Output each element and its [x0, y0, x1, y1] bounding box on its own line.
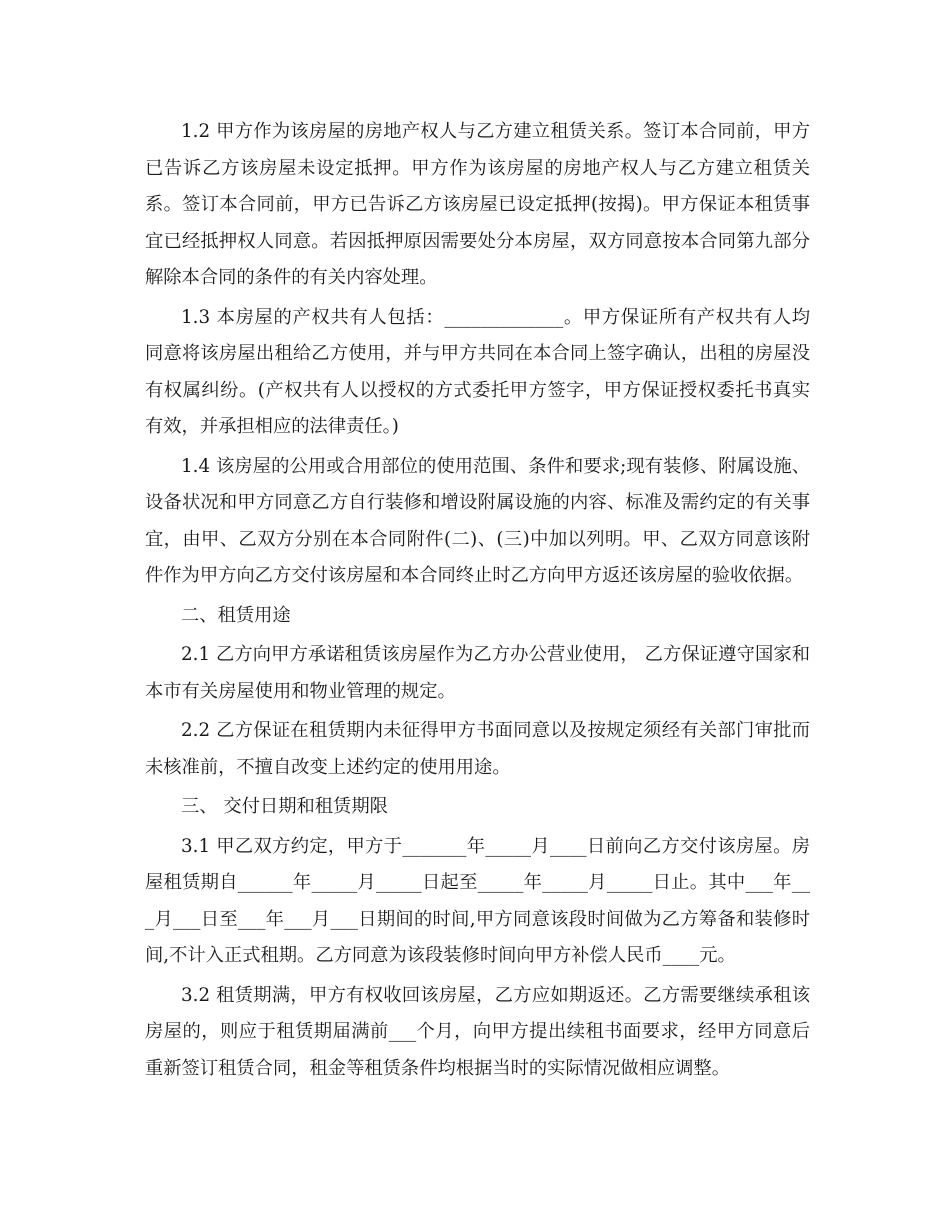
clause-1-2: 1.2 甲方作为该房屋的房地产权人与乙方建立租赁关系。签订本合同前，甲方已告诉乙方该房屋未设定抵押。甲方作为该房屋的房地产权人与乙方建立租赁关系。签订本合同前，甲方已告诉乙方该房屋已设定抵押(按揭)。甲方保证本租赁事宜已经抵押权人同意。若因抵押原因需要处分本房屋，双方同意按本合同第九部分解除本合同的条件的有关内容处理。 [145, 121, 810, 288]
section-heading-3: 三、 交付日期和租赁期限 [181, 796, 388, 817]
clause-3-2: 3.2 租赁期满，甲方有权收回该房屋，乙方应如期返还。乙方需要继续承租该房屋的，则应于租赁期届满前___个月，向甲方提出续租书面要求，经甲方同意后重新签订租赁合同，租金等租赁条件均根据当时的实际情况做相应调整。 [145, 984, 810, 1079]
document-page [145, 114, 810, 1090]
clause-3-1: 3.1 甲乙双方约定，甲方于_______年_____月____日前向乙方交付该房屋。房屋租赁期自______年_____月_____日起至_____年_____月_____日止。其中___年___月___日至___年___月___日期间的时间,甲方同意该段时间做为乙方筹备和装修时间,不计入正式租期。乙方同意为该段装修时间向甲方补偿人民币____元。 [145, 835, 810, 966]
clause-1-3: 1.3 本房屋的产权共有人包括：_____________。甲方保证所有产权共有人均同意将该房屋出租给乙方使用，并与甲方共同在本合同上签字确认，出租的房屋没有权属纠纷。(产权共有人以授权的方式委托甲方签字，甲方保证授权委托书真实有效，并承担相应的法律责任。) [145, 306, 810, 437]
clause-2-1: 2.1 乙方向甲方承诺租赁该房屋作为乙方办公营业使用， 乙方保证遵守国家和本市有关房屋使用和物业管理的规定。 [145, 644, 810, 702]
clause-1-4: 1.4 该房屋的公用或合用部位的使用范围、条件和要求;现有装修、附属设施、设备状况和甲方同意乙方自行装修和增设附属设施的内容、标准及需约定的有关事宜，由甲、乙双方分别在本合同附件(二)、(三)中加以列明。甲、乙双方同意该附件作为甲方向乙方交付该房屋和本合同终止时乙方向甲方返还该房屋的验收依据。 [145, 455, 810, 586]
section-heading-2: 二、租赁用途 [181, 604, 291, 626]
clause-2-2: 2.2 乙方保证在租赁期内未征得甲方书面同意以及按规定须经有关部门审批而未核准前，不擅自改变上述约定的使用用途。 [145, 720, 810, 778]
